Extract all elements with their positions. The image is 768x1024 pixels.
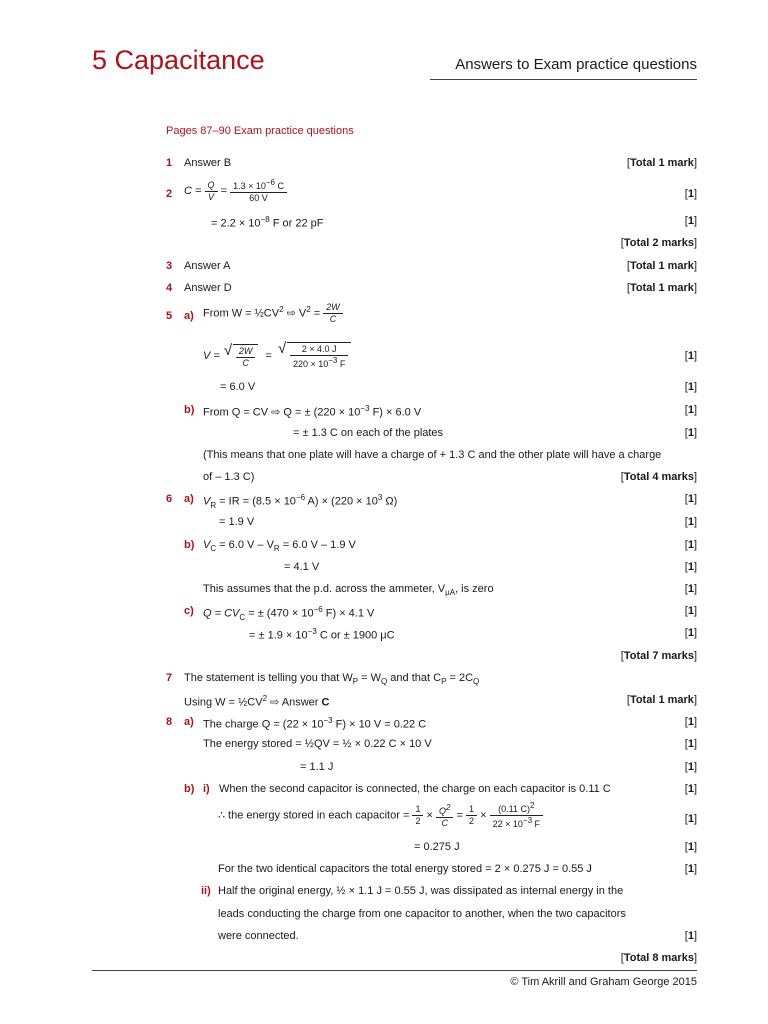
q4-number: 4 [166,282,173,294]
q4-answer: Answer D [184,282,232,294]
q8bii-line-3: were connected. [218,930,299,942]
q5-mark-3: [1] [684,404,697,416]
q8-mark-3: [1] [684,761,697,773]
q3-answer: Answer A [184,260,231,272]
q3-number: 3 [166,260,173,272]
q6-part-a: a) [184,493,194,505]
q8bii-line-2: leads conducting the charge from one capacitor to another, when the two capacitors [218,908,626,920]
q8bii-line-1: Half the original energy, ½ × 1.1 J = 0.55 J, was dissipated as internal energy in the [218,885,624,897]
q6-total: [Total 7 marks] [620,650,697,662]
q7-using: Using $W = \frac{1}{2}CV^2$ ⇨ Answer C [184,694,330,709]
page-title: 5 Capacitance [92,45,265,75]
q5-note-line-2: of – 1.3 C) [203,471,255,483]
q5-mark-2: [1] [684,381,697,393]
q5-part-b: b) [184,404,195,416]
q1-number: 1 [166,157,173,169]
q5a-result: = 6.0 V [220,381,256,393]
header-rule [430,79,697,80]
q5-mark-1: [1] [684,350,697,362]
q8-mark-2: [1] [684,738,697,750]
q6b-result: = 4.1 V [284,561,320,573]
q8bi-equation: ∴ the energy stored in each capacitor = $\frac{1}{2}$ × $\frac{Q^2}{C}$ = $\frac{1}{2}$ × $\frac{(0.11 C)^2}{22 \times 10^{-3} F}$ [218,801,543,831]
q5-number: 5 [166,310,173,322]
q3-mark: [Total 1 mark] [626,260,697,272]
q6-mark-3: [1] [684,539,697,551]
q7-number: 7 [166,672,173,684]
q8a-energy: The energy stored = ½QV = ½ × 0.22 C × 10 V [203,738,432,750]
q6c-equation: $Q = CV_C$ = ± ($470 \times 10^{-6}$ F) × 4.1 V [203,605,375,622]
q8-part-b-ii: ii) [201,885,211,897]
section-title: Pages 87–90 Exam practice questions [166,125,354,137]
q6-mark-5: [1] [684,583,697,595]
q2-result: = $2.2 \times 10^{-8}$ F or 22 pF [211,215,324,230]
q6-mark-2: [1] [684,516,697,528]
q8-number: 8 [166,716,173,728]
q8-part-a: a) [184,716,194,728]
q8-part-b-i: i) [203,783,210,795]
q2-mark-2: [1] [684,215,697,227]
q8-mark-5: [1] [684,813,697,825]
q1-answer: Answer B [184,157,232,169]
q8-part-b: b) [184,783,195,795]
q5b-result: = ± 1.3 C on each of the plates [293,427,444,439]
q5-mark-4: [1] [684,427,697,439]
q8bi-text: When the second capacitor is connected, the charge on each capacitor is 0.11 C [219,783,611,795]
q8-mark-6: [1] [684,841,697,853]
q6a-equation: $V_R$ = IR = ($8.5 \times 10^{-6}$ $A) \times (220 \times 10^3$ Ω) [203,493,398,510]
q6c-result: = ± $1.9 \times 10^{-3}$ C or ± 1900 μC [249,627,395,642]
q6-part-c: c) [184,605,194,617]
q5-part-a: a) [184,310,194,322]
q8a-charge: The charge $Q = (22 \times 10^{-3}$ F) × 10 V = 0.22 C [203,716,427,731]
q8-total: [Total 8 marks] [620,952,697,964]
q6-mark-6: [1] [684,605,697,617]
q2-mark-1: [1] [684,188,697,200]
q2-equation: C = $\frac{Q}{V}$ = $\frac{1.3 \times 10^{-6} C}{60 V}$ [184,178,287,205]
q5a-equation: From $W = \frac{1}{2}CV^2$ ⇨ $V^2$ = $\frac{2W}{C}$ [203,302,343,326]
q8-mark-1: [1] [684,716,697,728]
q2-total: [Total 2 marks] [620,237,697,249]
q5-total: [Total 4 marks] [620,471,697,483]
q7-mark: [Total 1 mark] [626,694,697,706]
q5-note-line-1: (This means that one plate will have a charge of + 1.3 C and the other plate will have a charge [203,449,662,461]
q8-mark-4: [1] [684,783,697,795]
q4-mark: [Total 1 mark] [626,282,697,294]
q6-mark-4: [1] [684,561,697,573]
footer-rule [92,970,697,971]
q7-statement: The statement is telling you that $W_P = W_Q$ and that $C_P = 2C_Q$ [184,672,480,687]
q2-number: 2 [166,188,173,200]
q8a-energy-result: = 1.1 J [300,761,334,773]
q6b-equation: $V_C = 6.0$ $V - V_R = 6.0$ V – 1.9 V [203,539,356,554]
q6-mark-1: [1] [684,493,697,505]
q1-mark: [Total 1 mark] [626,157,697,169]
page-subtitle: Answers to Exam practice questions [455,56,697,73]
q5b-equation: From Q = CV ⇨ Q = ± ($220 \times 10^{-3}$ F) × 6.0 V [203,404,422,419]
copyright-footer: © Tim Akrill and Graham George 2015 [510,976,697,988]
q8-mark-7: [1] [684,863,697,875]
q6-number: 6 [166,493,173,505]
q6-part-b: b) [184,539,195,551]
q8-total-energy: For the two identical capacitors the total energy stored = 2 × 0.275 J = 0.55 J [218,863,592,875]
q6-assumption: This assumes that the p.d. across the ammeter, $V_{\mu A}$, is zero [203,583,494,598]
q8bi-result: = 0.275 J [414,841,460,853]
q8-mark-8: [1] [684,930,697,942]
q6-mark-7: [1] [684,627,697,639]
q6a-result: = 1.9 V [219,516,255,528]
q5a-sqrt-equation: V = √ $\frac{2W}{C}$ = √ $\frac{2 \times 4.0 J}{220 \times 10^{-3} F}$ [203,342,351,371]
